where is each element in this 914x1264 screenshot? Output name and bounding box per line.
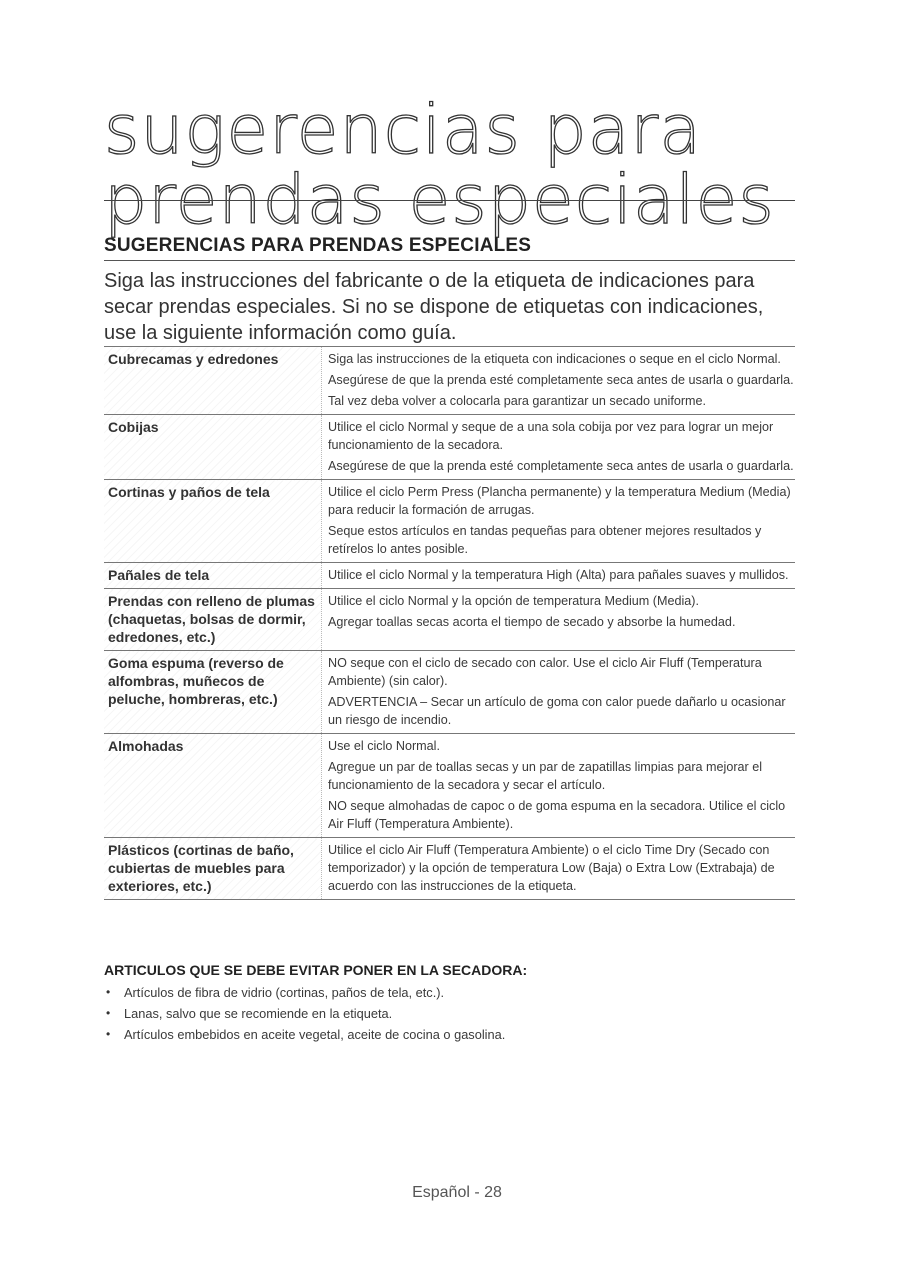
page-footer: Español - 28 bbox=[412, 1184, 502, 1201]
care-row bbox=[104, 734, 795, 838]
care-item-label: Goma espuma (reverso de alfombras, muñecos de peluche, hombreras, etc.) bbox=[104, 651, 322, 734]
care-item-label: Cobijas bbox=[104, 415, 322, 480]
avoid-list-item bbox=[104, 982, 795, 1003]
bullet-icon: • bbox=[106, 985, 111, 999]
care-item-instructions bbox=[322, 347, 796, 415]
avoid-heading: ARTICULOS QUE SE DEBE EVITAR PONER EN LA SECADORA: bbox=[104, 962, 528, 978]
avoid-list-item bbox=[104, 1003, 795, 1024]
instruction-line: Asegúrese de que la prenda esté completamente seca antes de usarla o guardarla. bbox=[328, 459, 794, 473]
care-item-label: Cortinas y paños de tela bbox=[104, 480, 322, 563]
avoid-list bbox=[104, 982, 795, 1045]
instruction-line: Siga las instrucciones de la etiqueta con indicaciones o seque en el ciclo Normal. bbox=[328, 352, 781, 366]
instruction-line: NO seque con el ciclo de secado con calor. Use el ciclo Air Fluff (Temperatura Ambiente) (sin calor). bbox=[328, 656, 762, 688]
bullet-icon: • bbox=[106, 1006, 111, 1020]
instruction-line: ADVERTENCIA – Secar un artículo de goma con calor puede dañarlo u ocasionar un riesgo de incendio. bbox=[328, 695, 786, 727]
care-row bbox=[104, 480, 795, 563]
avoid-section bbox=[104, 960, 795, 1045]
avoid-list-item bbox=[104, 1024, 795, 1045]
care-row bbox=[104, 347, 795, 415]
care-row bbox=[104, 651, 795, 734]
care-row bbox=[104, 838, 795, 900]
instruction-line: Utilice el ciclo Normal y la opción de temperatura Medium (Media). bbox=[328, 594, 699, 608]
instruction-line: Seque estos artículos en tandas pequeñas para obtener mejores resultados y retírelos lo antes posible. bbox=[328, 524, 762, 556]
instruction-line: NO seque almohadas de capoc o de goma espuma en la secadora. Utilice el ciclo Air Fluff (Temperatura Ambiente). bbox=[328, 799, 786, 831]
care-item-instructions bbox=[322, 415, 796, 480]
instruction-line: Agregue un par de toallas secas y un par de zapatillas limpias para mejorar el funcionamiento de la secadora y secar el artículo. bbox=[328, 760, 763, 792]
care-item-instructions bbox=[322, 651, 796, 734]
care-table bbox=[104, 346, 795, 900]
instruction-line: Utilice el ciclo Normal y la temperatura High (Alta) para pañales suaves y mullidos. bbox=[328, 568, 789, 582]
care-row bbox=[104, 589, 795, 651]
instruction-line: Utilice el ciclo Normal y seque de a una sola cobija por vez para lograr un mejor funcionamiento de la secadora. bbox=[328, 420, 774, 452]
care-item-instructions bbox=[322, 563, 796, 589]
care-item-instructions bbox=[322, 838, 796, 900]
page-title: sugerencias para prendas especiales bbox=[104, 91, 775, 240]
care-table-body bbox=[104, 347, 795, 900]
care-row bbox=[104, 415, 795, 480]
care-item-label: Pañales de tela bbox=[104, 563, 322, 589]
care-item-label: Cubrecamas y edredones bbox=[104, 347, 322, 415]
care-item-instructions bbox=[322, 589, 796, 651]
avoid-item-text: Artículos embebidos en aceite vegetal, aceite de cocina o gasolina. bbox=[124, 1027, 506, 1042]
care-item-label: Plásticos (cortinas de baño, cubiertas de muebles para exteriores, etc.) bbox=[104, 838, 322, 900]
avoid-item-text: Artículos de fibra de vidrio (cortinas, paños de tela, etc.). bbox=[124, 985, 445, 1000]
instruction-line: Utilice el ciclo Air Fluff (Temperatura Ambiente) o el ciclo Time Dry (Secado con temporizador) y la opción de temperatura Low (Baja) o Extra Low (Extrabaja) de acuerdo con las instrucciones de la etiqueta. bbox=[328, 843, 775, 893]
avoid-item-text: Lanas, salvo que se recomiende en la etiqueta. bbox=[124, 1006, 393, 1021]
bullet-icon: • bbox=[106, 1027, 111, 1041]
instruction-line: Use el ciclo Normal. bbox=[328, 739, 440, 753]
care-item-instructions bbox=[322, 734, 796, 838]
instruction-line: Utilice el ciclo Perm Press (Plancha permanente) y la temperatura Medium (Media) para reducir la formación de arrugas. bbox=[328, 485, 791, 517]
care-item-instructions bbox=[322, 480, 796, 563]
title-rule bbox=[104, 200, 795, 201]
instruction-line: Tal vez deba volver a colocarla para garantizar un secado uniforme. bbox=[328, 394, 707, 408]
instruction-line: Asegúrese de que la prenda esté completamente seca antes de usarla o guardarla. bbox=[328, 373, 794, 387]
care-item-label: Prendas con relleno de plumas (chaquetas, bolsas de dormir, edredones, etc.) bbox=[104, 589, 322, 651]
intro-paragraph: Siga las instrucciones del fabricante o de la etiqueta de indicaciones para secar prendas especiales. Si no se dispone de etiquetas con indicaciones, use la siguiente información como guía. bbox=[104, 270, 764, 344]
care-item-label: Almohadas bbox=[104, 734, 322, 838]
care-row bbox=[104, 563, 795, 589]
instruction-line: Agregar toallas secas acorta el tiempo de secado y absorbe la humedad. bbox=[328, 615, 736, 629]
section-heading: SUGERENCIAS PARA PRENDAS ESPECIALES bbox=[104, 235, 795, 261]
